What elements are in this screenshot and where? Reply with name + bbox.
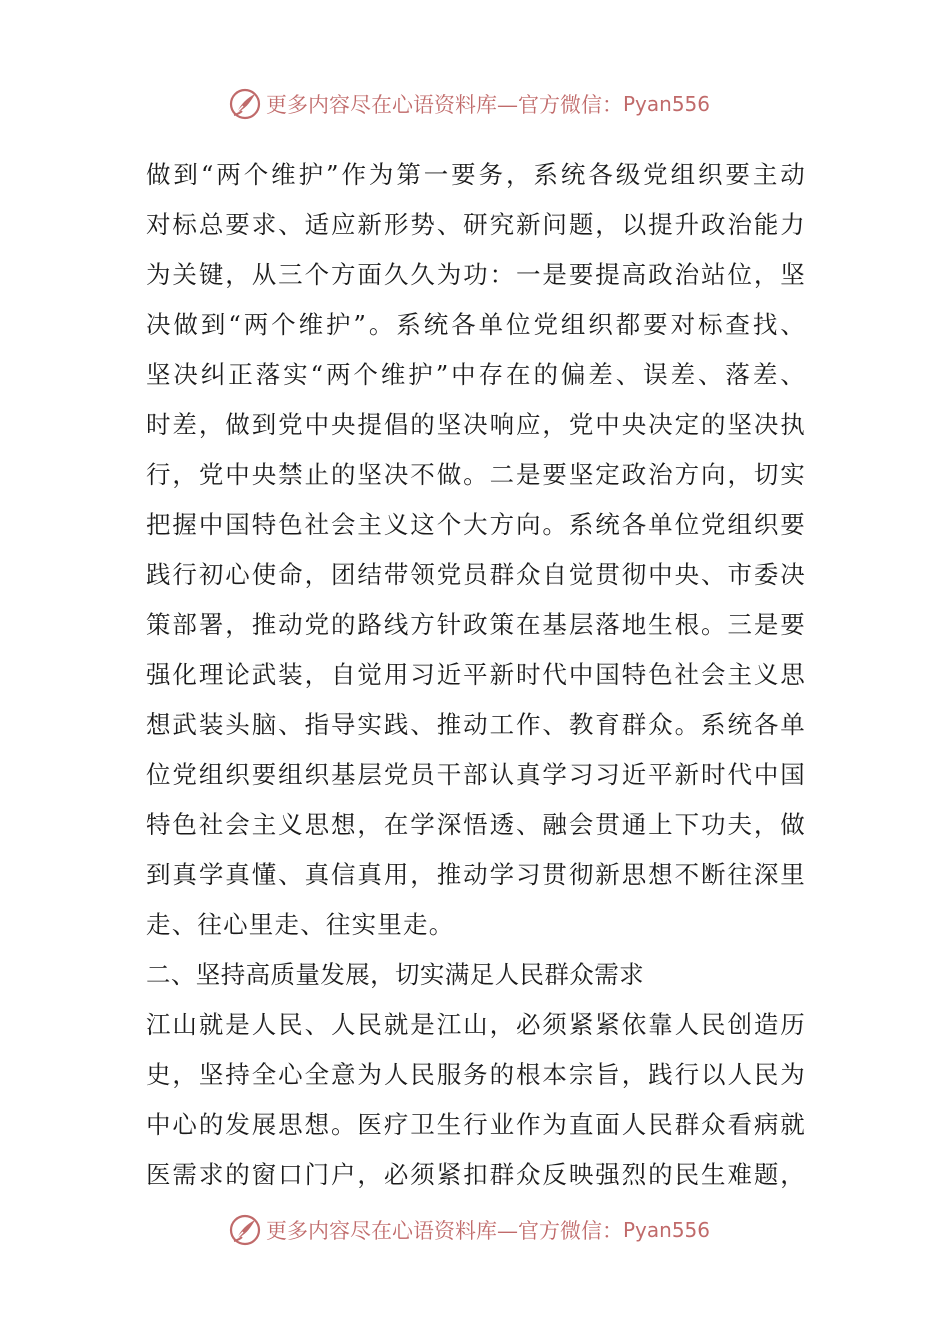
body-line: 做到“两个维护”作为第一要务，系统各级党组织要主动 xyxy=(146,160,806,189)
body-line: 位党组织要组织基层党员干部认真学习习近平新时代中国 xyxy=(146,760,806,789)
quill-pen-logo-icon xyxy=(228,1213,262,1247)
body-line: 对标总要求、适应新形势、研究新问题，以提升政治能力 xyxy=(146,210,806,239)
watermark-site-text: 更多内容尽在心语资料库—官方微信： xyxy=(266,1219,623,1243)
body-line: 把握中国特色社会主义这个大方向。系统各单位党组织要 xyxy=(146,510,806,539)
footer-watermark xyxy=(228,1210,710,1250)
body-line: 为关键，从三个方面久久为功：一是要提高政治站位，坚 xyxy=(146,260,806,289)
body-line: 坚决纠正落实“两个维护”中存在的偏差、误差、落差、 xyxy=(146,360,806,389)
body-line: 走、往心里走、往实里走。 xyxy=(146,910,455,939)
body-line: 想武装头脑、指导实践、推动工作、教育群众。系统各单 xyxy=(146,710,806,739)
body-line: 特色社会主义思想，在学深悟透、融会贯通上下功夫，做 xyxy=(146,810,806,839)
watermark-wechat-id: Pyan556 xyxy=(623,92,711,116)
section-line: 史，坚持全心全意为人民服务的根本宗旨，践行以人民为 xyxy=(146,1060,806,1089)
section-line: 医需求的窗口门户，必须紧扣群众反映强烈的民生难题， xyxy=(146,1160,806,1189)
section-line: 中心的发展思想。医疗卫生行业作为直面人民群众看病就 xyxy=(146,1110,806,1139)
header-watermark xyxy=(228,84,710,124)
body-line: 时差，做到党中央提倡的坚决响应，党中央决定的坚决执 xyxy=(146,410,806,439)
body-line: 策部署，推动党的路线方针政策在基层落地生根。三是要 xyxy=(146,610,806,639)
document-page xyxy=(146,150,806,1200)
body-line: 决做到“两个维护”。系统各单位党组织都要对标查找、 xyxy=(146,310,806,339)
body-line: 强化理论武装，自觉用习近平新时代中国特色社会主义思 xyxy=(146,660,806,689)
body-line: 践行初心使命，团结带领党员群众自觉贯彻中央、市委决 xyxy=(146,560,806,589)
watermark-wechat-id: Pyan556 xyxy=(623,1218,711,1242)
section-heading: 二、坚持高质量发展，切实满足人民群众需求 xyxy=(146,960,644,989)
quill-pen-logo-icon xyxy=(228,87,262,121)
section-line: 江山就是人民、人民就是江山，必须紧紧依靠人民创造历 xyxy=(146,1010,806,1039)
body-line: 行，党中央禁止的坚决不做。二是要坚定政治方向，切实 xyxy=(146,460,806,489)
watermark-site-text: 更多内容尽在心语资料库—官方微信： xyxy=(266,93,623,117)
body-line: 到真学真懂、真信真用，推动学习贯彻新思想不断往深里 xyxy=(146,860,806,889)
